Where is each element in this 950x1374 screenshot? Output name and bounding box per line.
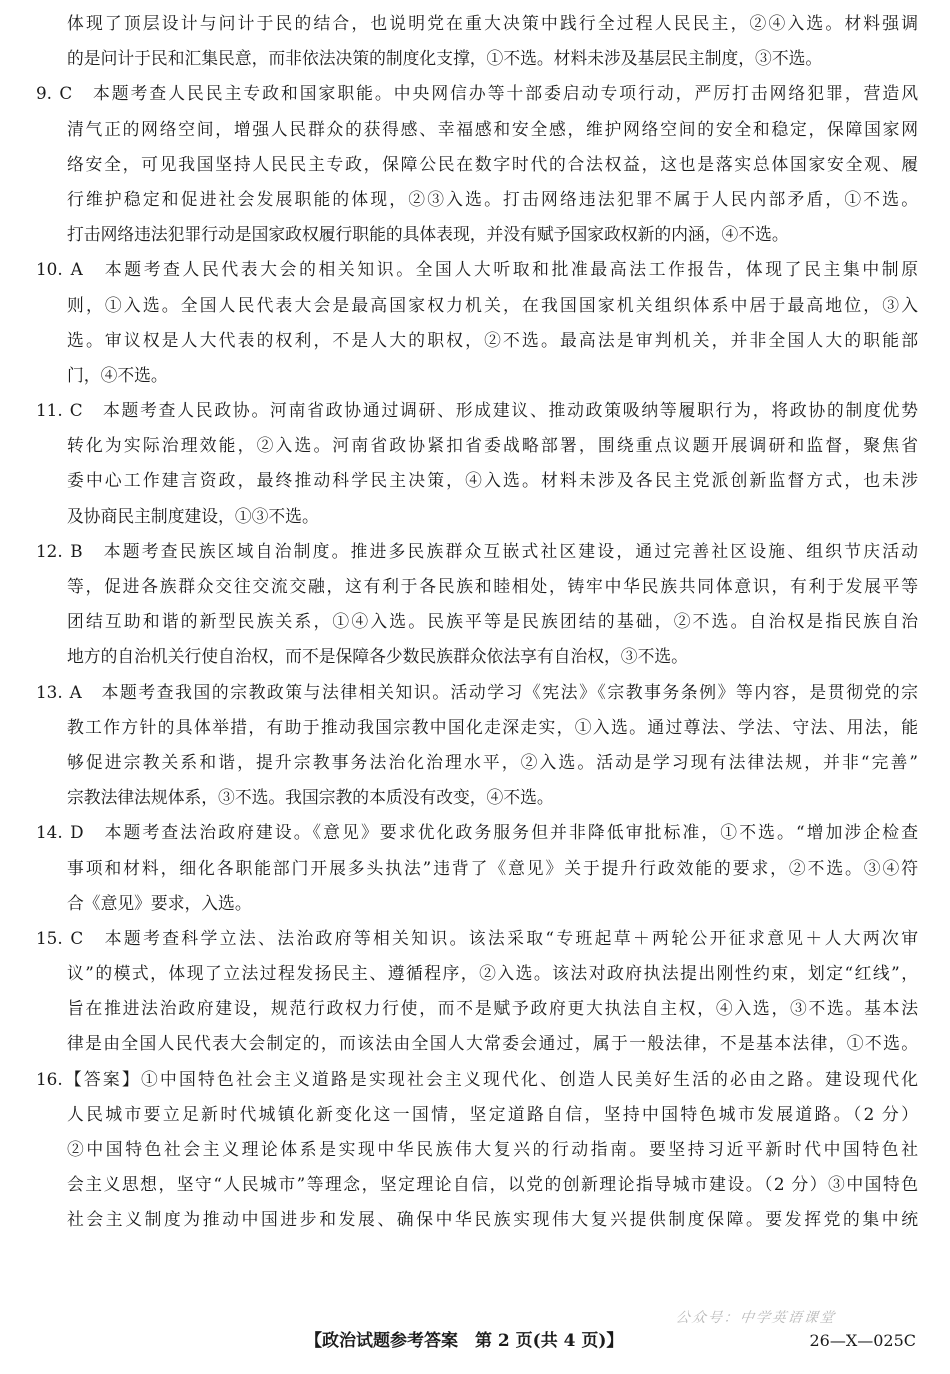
answer-text-body bbox=[36, 6, 918, 1238]
text-line: 选。审议权是人大代表的权利，不是人大的职权，②不选。最高法是审判机关，并非全国人大的职能部 bbox=[67, 329, 918, 350]
footer-code: 26—X—025C bbox=[809, 1331, 916, 1350]
text-line: 事项和材料，细化各职能部门开展多头执法”违背了《意见》关于提升行政效能的要求，②不选。③④符 bbox=[67, 857, 918, 878]
text-line: 的是问计于民和汇集民意，而非依法决策的制度化支撑，①不选。材料未涉及基层民主制度，③不选。 bbox=[67, 48, 823, 69]
text-line: 会主义思想，坚守“人民城市”等理念，坚定理论自信，以党的创新理论指导城市建设。（2 分）③中国特色 bbox=[67, 1174, 918, 1195]
text-line: 16.【答案】①中国特色社会主义道路是实现社会主义现代化、创造人民美好生活的必由之路。建设现代化 bbox=[36, 1068, 918, 1089]
text-line: 11. C 本题考查人民政协。河南省政协通过调研、形成建议、推动政策吸纳等履职行为，将政协的制度优势 bbox=[36, 400, 918, 421]
text-line: 够促进宗教关系和谐，提升宗教事务法治化治理水平，②入选。活动是学习现有法律法规，并非“完善” bbox=[67, 751, 918, 772]
footer-title: 【政治试题参考答案 第 2 页(共 4 页)】 bbox=[305, 1331, 624, 1351]
text-line: 及协商民主制度建设，①③不选。 bbox=[67, 505, 319, 526]
text-line: 打击网络违法犯罪行动是国家政权履行职能的具体表现，并没有赋予国家政权新的内涵，④不选。 bbox=[67, 224, 789, 245]
text-line: 委中心工作建言资政，最终推动科学民主决策，④入选。材料未涉及各民主党派创新监督方式，也未涉 bbox=[67, 470, 918, 491]
text-line: 门，④不选。 bbox=[67, 364, 168, 385]
text-line: 络安全，可见我国坚持人民民主专政，保障公民在数字时代的合法权益，这也是落实总体国家安全观、履 bbox=[67, 153, 918, 174]
text-line: 12. B 本题考查民族区域自治制度。推进多民族群众互嵌式社区建设，通过完善社区设施、组织节庆活动 bbox=[36, 540, 918, 561]
text-line: 10. A 本题考查人民代表大会的相关知识。全国人大听取和批准最高法工作报告，体现了民主集中制原 bbox=[36, 259, 918, 280]
text-line: 教工作方针的具体举措，有助于推动我国宗教中国化走深走实，①入选。通过尊法、学法、守法、用法，能 bbox=[67, 716, 918, 737]
text-line: 等，促进各族群众交往交流交融，这有利于各民族和睦相处，铸牢中华民族共同体意识，有利于发展平等 bbox=[67, 576, 918, 596]
text-line: 14. D 本题考查法治政府建设。《意见》要求优化政务服务但并非降低审批标准，①不选。“增加涉企检查 bbox=[36, 822, 918, 843]
text-line: 合《意见》要求，入选。 bbox=[67, 892, 252, 913]
text-line: 团结互助和谐的新型民族关系，①④入选。民族平等是民族团结的基础，②不选。自治权是指民族自治 bbox=[67, 611, 918, 632]
text-line: 转化为实际治理效能，②入选。河南省政协紧扣省委战略部署，围绕重点议题开展调研和监督，聚焦省 bbox=[67, 435, 918, 456]
text-line: 则，①入选。全国人民代表大会是最高国家权力机关，在我国国家机关组织体系中居于最高地位，③入 bbox=[67, 294, 918, 315]
text-line: 行维护稳定和促进社会发展职能的体现，②③入选。打击网络违法犯罪不属于人民内部矛盾，①不选。 bbox=[67, 188, 918, 209]
text-line: 15. C 本题考查科学立法、法治政府等相关知识。该法采取“专班起草＋两轮公开征求意见＋人大两次审 bbox=[36, 927, 918, 948]
text-line: 地方的自治机关行使自治权，而不是保障各少数民族群众依法享有自治权，③不选。 bbox=[67, 646, 688, 667]
text-line: 旨在推进法治政府建设，规范行政权力行使，而不是赋予政府更大执法自主权，④入选，③不选。基本法 bbox=[67, 998, 918, 1019]
text-line: 人民城市要立足新时代城镇化新变化这一国情，坚定道路自信，坚持中国特色城市发展道路。（2 分） bbox=[67, 1103, 918, 1124]
text-line: 宗教法律法规体系，③不选。我国宗教的本质没有改变，④不选。 bbox=[67, 787, 554, 808]
text-line: 社会主义制度为推动中国进步和发展、确保中华民族实现伟大复兴提供制度保障。要发挥党的集中统 bbox=[67, 1209, 918, 1230]
text-line: 9. C 本题考查人民民主专政和国家职能。中央网信办等十部委启动专项行动，严厉打击网络犯罪，营造风 bbox=[36, 83, 918, 104]
watermark-text: 公众号：中学英语课堂 bbox=[674, 1310, 837, 1326]
text-line: 律是由全国人民代表大会制定的，而该法由全国人大常委会通过，属于一般法律，不是基本法律，①不选。 bbox=[67, 1033, 918, 1054]
page-footer bbox=[0, 1326, 950, 1356]
text-line: 清气正的网络空间，增强人民群众的获得感、幸福感和安全感，维护网络空间的安全和稳定，保障国家网 bbox=[67, 118, 918, 139]
text-line: 体现了顶层设计与问计于民的结合，也说明党在重大决策中践行全过程人民民主，②④入选。材料强调 bbox=[67, 13, 918, 33]
text-line: 议”的模式，体现了立法过程发扬民主、遵循程序，②入选。该法对政府执法提出刚性约束，划定“红线”， bbox=[67, 963, 918, 984]
text-line: ②中国特色社会主义理论体系是实现中华民族伟大复兴的行动指南。要坚持习近平新时代中国特色社 bbox=[67, 1139, 918, 1159]
text-line: 13. A 本题考查我国的宗教政策与法律相关知识。活动学习《宪法》《宗教事务条例》等内容，是贯彻党的宗 bbox=[36, 681, 918, 702]
